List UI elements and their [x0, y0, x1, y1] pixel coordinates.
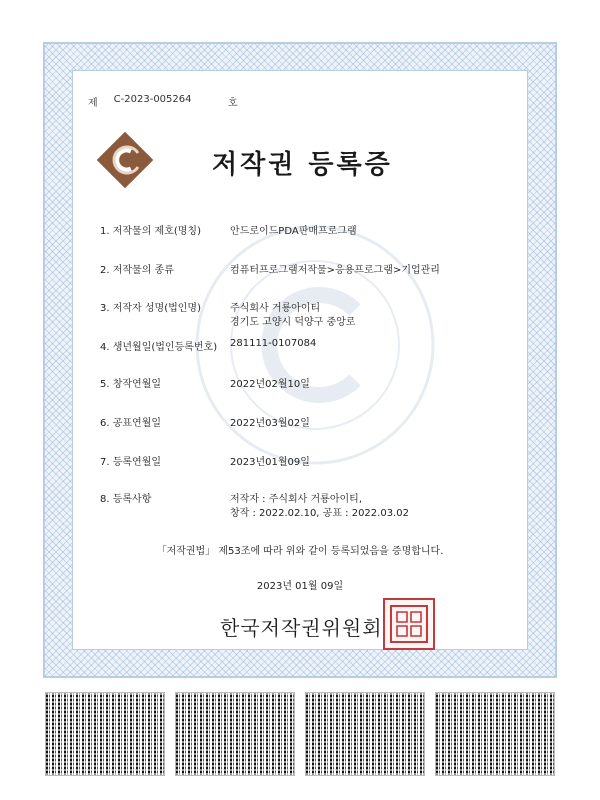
security-code-block — [175, 692, 295, 776]
cert-number-suffix: 호 — [228, 98, 238, 109]
field-label: 1. 저작물의 제호(명칭) — [100, 226, 201, 237]
field-value: 281111-0107084 — [230, 338, 317, 349]
field-value-details: 창작 : 2022.02.10, 공표 : 2022.03.02 — [230, 508, 409, 519]
security-code-block — [435, 692, 555, 776]
field-value: 저작자 : 주식회사 거룡아이티, — [230, 494, 363, 505]
field-value: 컴퓨터프로그램저작물>응용프로그램>기업관리 — [230, 265, 440, 276]
security-codes — [45, 692, 555, 776]
certification-statement: 「저작권법」 제53조에 따라 위와 같이 등록되었음을 증명합니다. — [156, 546, 444, 557]
copyright-commission-logo — [96, 131, 154, 189]
field-value-address: 경기도 고양시 덕양구 중앙로 — [230, 317, 356, 328]
field-label: 6. 공표연월일 — [100, 418, 162, 429]
issue-date: 2023년 01월 09일 — [256, 581, 344, 592]
security-code-block — [45, 692, 165, 776]
field-value: 주식회사 거룡아이티 — [230, 303, 321, 314]
issuer-name: 한국저작권위원회 — [220, 616, 383, 640]
security-code-block — [305, 692, 425, 776]
field-label: 7. 등록연월일 — [100, 457, 162, 468]
cert-number-prefix: 제 — [88, 98, 98, 109]
field-value: 2022년03월02일 — [230, 418, 310, 429]
field-label: 5. 창작연월일 — [100, 379, 162, 390]
certificate-number — [88, 94, 248, 109]
field-value: 2022년02월10일 — [230, 379, 310, 390]
field-label: 2. 저작물의 종류 — [100, 265, 174, 276]
page-title: 저작권 등록증 — [212, 150, 393, 180]
official-seal — [383, 598, 435, 650]
field-label: 4. 생년월일(법인등록번호) — [100, 342, 218, 353]
seal-stamp-icon — [389, 604, 429, 644]
field-value: 안드로이드PDA판매프로그램 — [230, 226, 357, 237]
field-label: 8. 등록사항 — [100, 494, 152, 505]
field-label: 3. 저작자 성명(법인명) — [100, 303, 201, 314]
cert-number-value: C-2023-005264 — [113, 94, 192, 105]
field-value: 2023년01월09일 — [230, 457, 310, 468]
